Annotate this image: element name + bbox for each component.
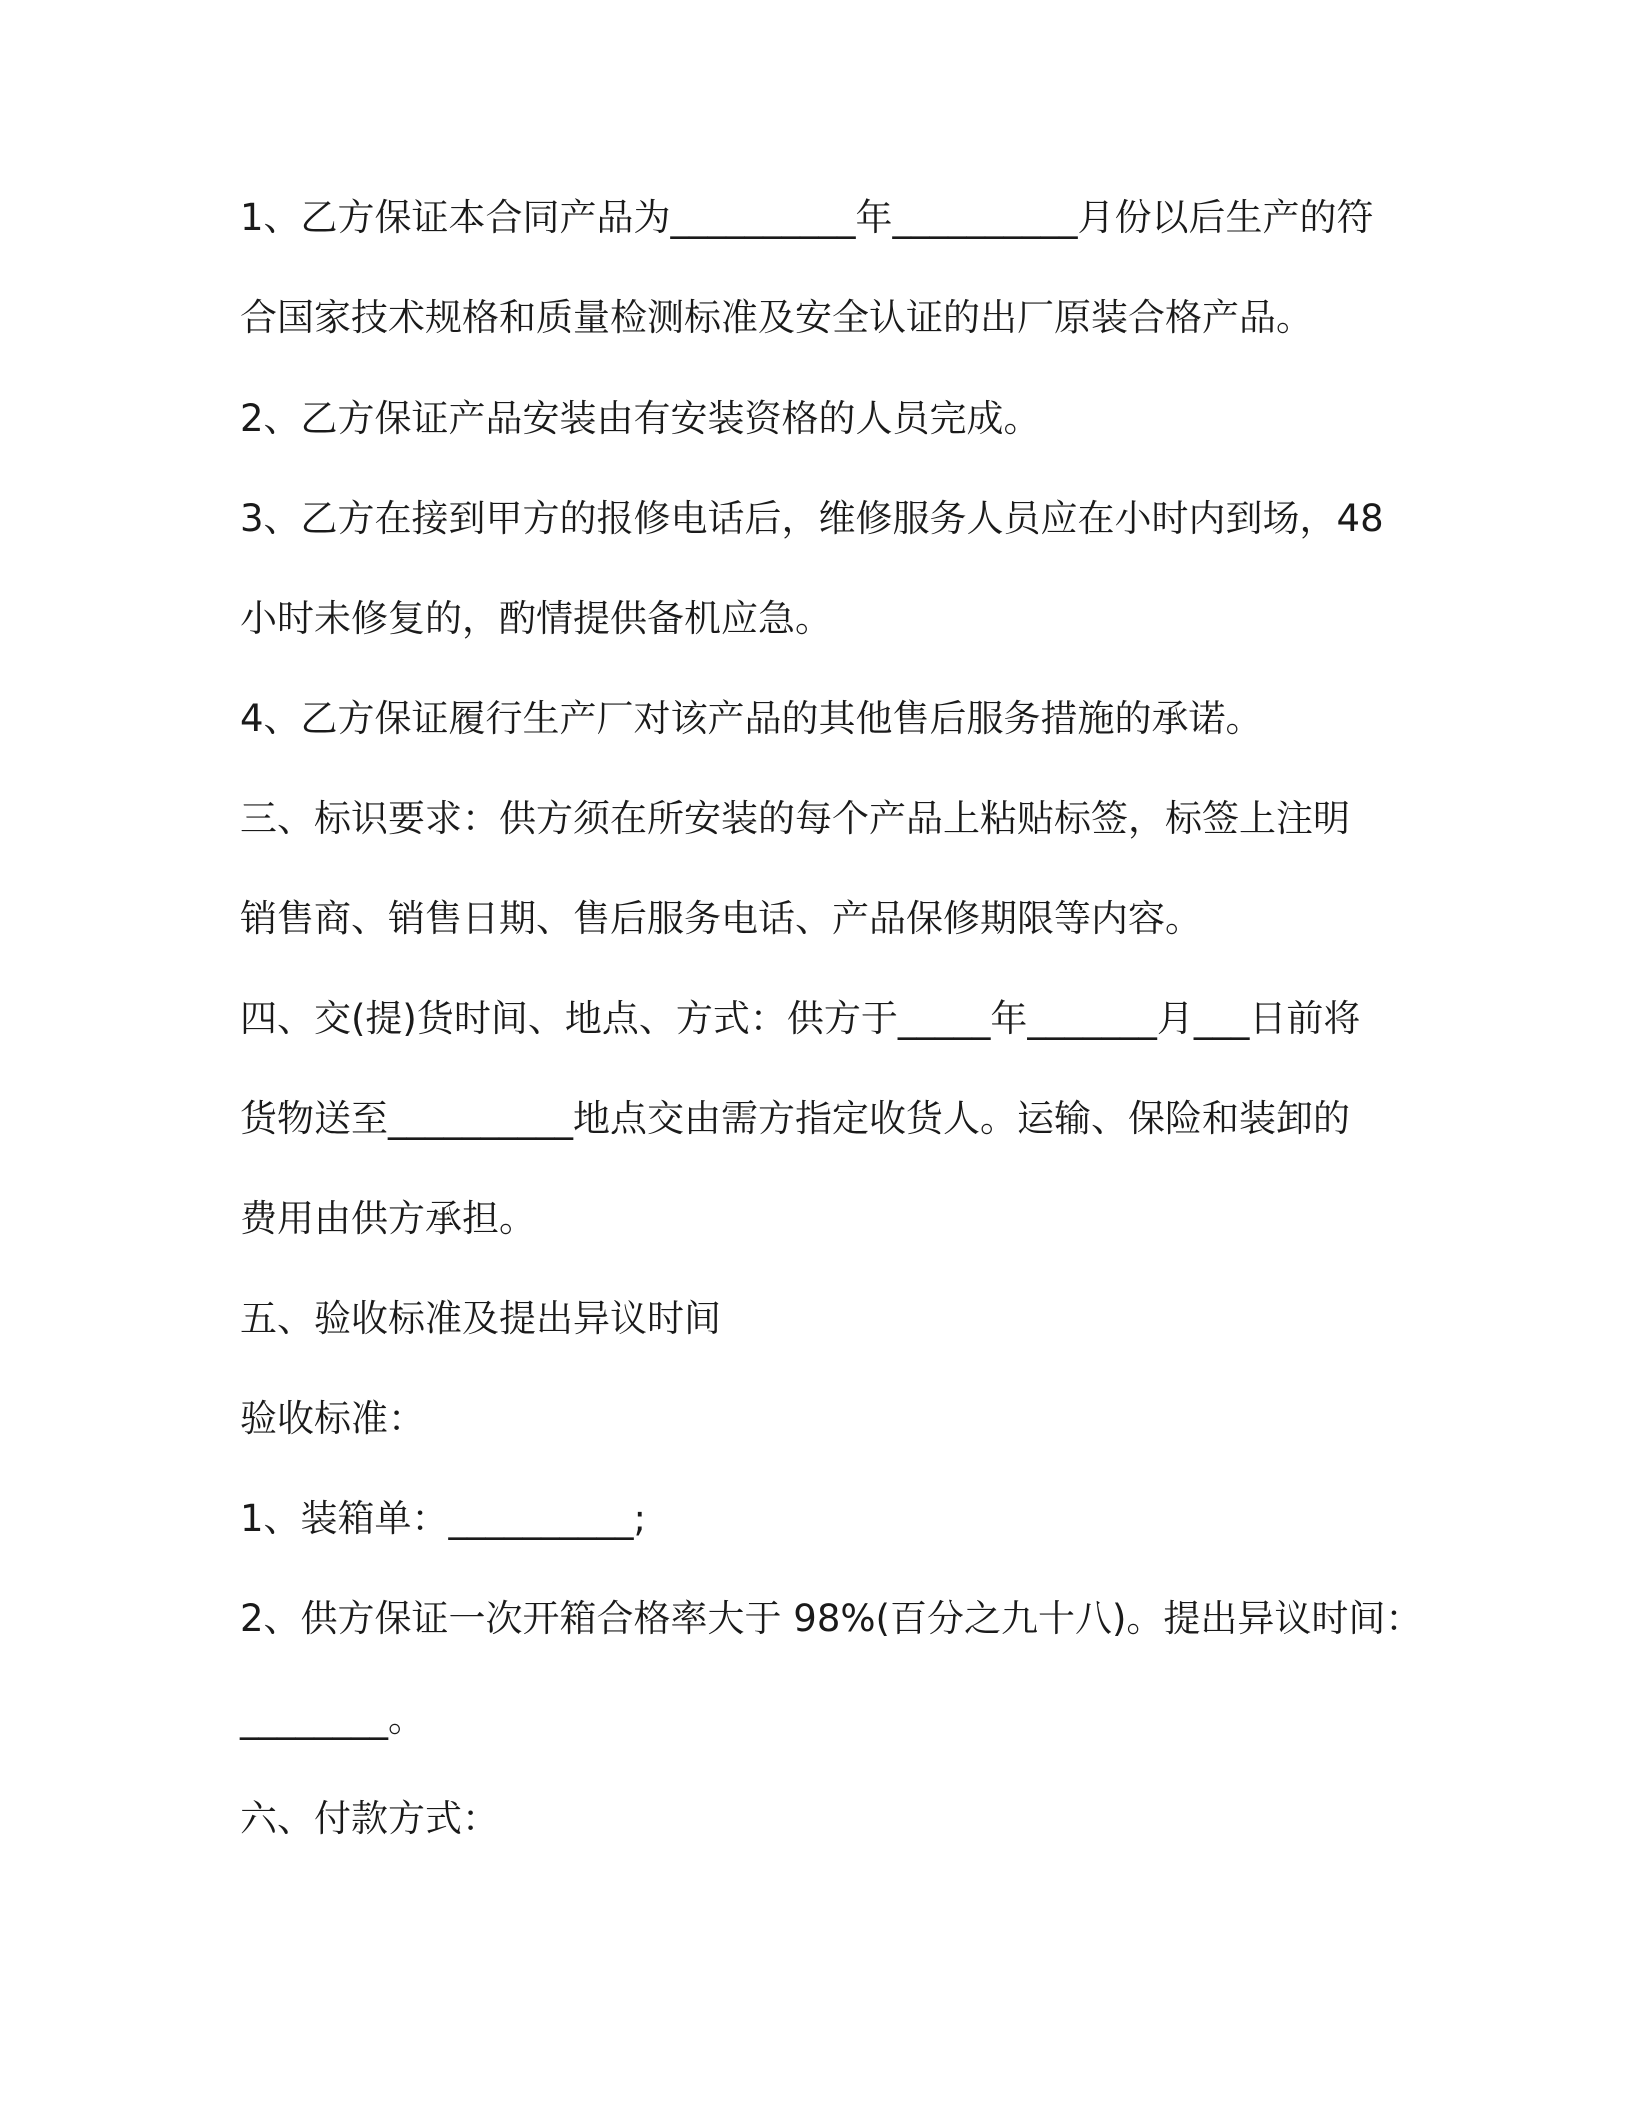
acceptance-item-2-line-1: 2、供方保证一次开箱合格率大于 98%(百分之九十八)。提出异议时间：: [240, 1597, 1423, 1640]
clause-3-line-2: 小时未修复的，酌情提供备机应急。: [240, 597, 832, 640]
section-4-line-3: 费用由供方承担。: [240, 1197, 536, 1240]
section-3-line-1: 三、标识要求：供方须在所安装的每个产品上粘贴标签，标签上注明: [240, 797, 1350, 840]
acceptance-item-2-line-2: ________。: [240, 1697, 425, 1740]
section-3-line-2: 销售商、销售日期、售后服务电话、产品保修期限等内容。: [240, 897, 1202, 940]
acceptance-standard-label: 验收标准：: [240, 1397, 425, 1440]
clause-3-line-1: 3、乙方在接到甲方的报修电话后，维修服务人员应在小时内到场，48: [240, 497, 1384, 540]
clause-2: 2、乙方保证产品安装由有安装资格的人员完成。: [240, 397, 1041, 440]
clause-4: 4、乙方保证履行生产厂对该产品的其他售后服务措施的承诺。: [240, 697, 1263, 740]
acceptance-item-1: 1、装箱单：__________;: [240, 1497, 647, 1540]
clause-1-line-2: 合国家技术规格和质量检测标准及安全认证的出厂原装合格产品。: [240, 296, 1313, 339]
section-6-heading: 六、付款方式：: [240, 1797, 499, 1840]
section-4-line-2: 货物送至__________地点交由需方指定收货人。运输、保险和装卸的: [240, 1097, 1350, 1140]
section-4-line-1: 四、交(提)货时间、地点、方式：供方于_____年_______月___日前将: [240, 997, 1361, 1040]
section-5-heading: 五、验收标准及提出异议时间: [240, 1297, 721, 1340]
clause-1-line-1: 1、乙方保证本合同产品为__________年__________月份以后生产的符: [240, 196, 1374, 239]
